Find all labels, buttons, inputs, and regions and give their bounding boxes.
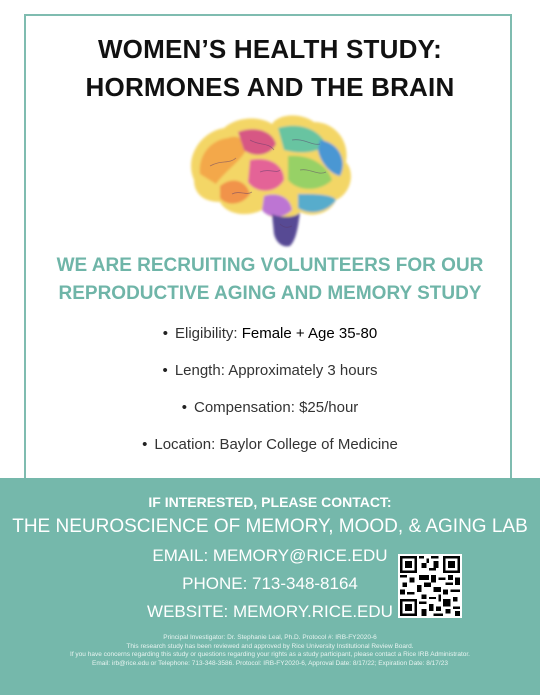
detail-label: Location: xyxy=(154,436,216,453)
fine-print-line: Email: irb@rice.edu or Telephone: 713-348-3586. Protocol: IRB-FY2020-6, Approval Date: 8/17/22; Expiration Date: 8/17/23 xyxy=(92,659,448,667)
flyer-title xyxy=(0,30,540,106)
title-line-2: HORMONES AND THE BRAIN xyxy=(85,72,455,102)
qr-code-icon[interactable] xyxy=(398,554,462,618)
detail-value: Approximately 3 hours xyxy=(228,362,378,379)
brain-watercolor-icon xyxy=(180,110,360,250)
recruit-line-1: WE ARE RECRUITING VOLUNTEERS FOR OUR xyxy=(56,255,484,276)
contact-panel xyxy=(0,478,540,695)
detail-location xyxy=(0,431,540,468)
contact-email-link[interactable]: EMAIL: MEMORY@RICE.EDU xyxy=(152,546,388,565)
detail-compensation xyxy=(0,394,540,431)
contact-website-link[interactable]: WEBSITE: MEMORY.RICE.EDU xyxy=(147,602,393,621)
detail-length xyxy=(0,357,540,394)
lab-name: THE NEUROSCIENCE OF MEMORY, MOOD, & AGING LAB xyxy=(12,516,528,537)
detail-eligibility xyxy=(0,320,540,357)
contact-heading: IF INTERESTED, PLEASE CONTACT: xyxy=(148,494,392,510)
bullet-icon: • xyxy=(162,362,168,379)
bullet-icon: • xyxy=(162,325,169,342)
detail-value: Female + Age 35-80 xyxy=(241,325,378,342)
bullet-icon: • xyxy=(142,436,148,453)
detail-label: Compensation: xyxy=(193,399,295,416)
bullet-icon: • xyxy=(181,399,187,416)
fine-print xyxy=(10,634,530,668)
fine-print-line: This research study has been reviewed and approved by Rice University Institutional Review Board. xyxy=(126,642,414,650)
detail-label: Eligibility: xyxy=(175,325,238,342)
detail-value: Baylor College of Medicine xyxy=(219,436,398,453)
title-line-1: WOMEN’S HEALTH STUDY: xyxy=(97,34,443,64)
detail-label: Length: xyxy=(174,362,225,379)
study-details-list xyxy=(0,320,540,468)
recruit-line-2: REPRODUCTIVE AGING AND MEMORY STUDY xyxy=(58,283,482,304)
recruiting-headline xyxy=(0,252,540,308)
detail-value: $25/hour xyxy=(299,399,359,416)
fine-print-line: If you have concerns regarding this study or questions regarding your rights as a study participant, please contact a Rice IRB Administrator. xyxy=(70,651,470,658)
contact-phone-link[interactable]: PHONE: 713-348-8164 xyxy=(182,574,358,593)
fine-print-line: Principal Investigator: Dr. Stephanie Leal, Ph.D. Protocol #: IRB-FY2020-6 xyxy=(163,634,377,641)
